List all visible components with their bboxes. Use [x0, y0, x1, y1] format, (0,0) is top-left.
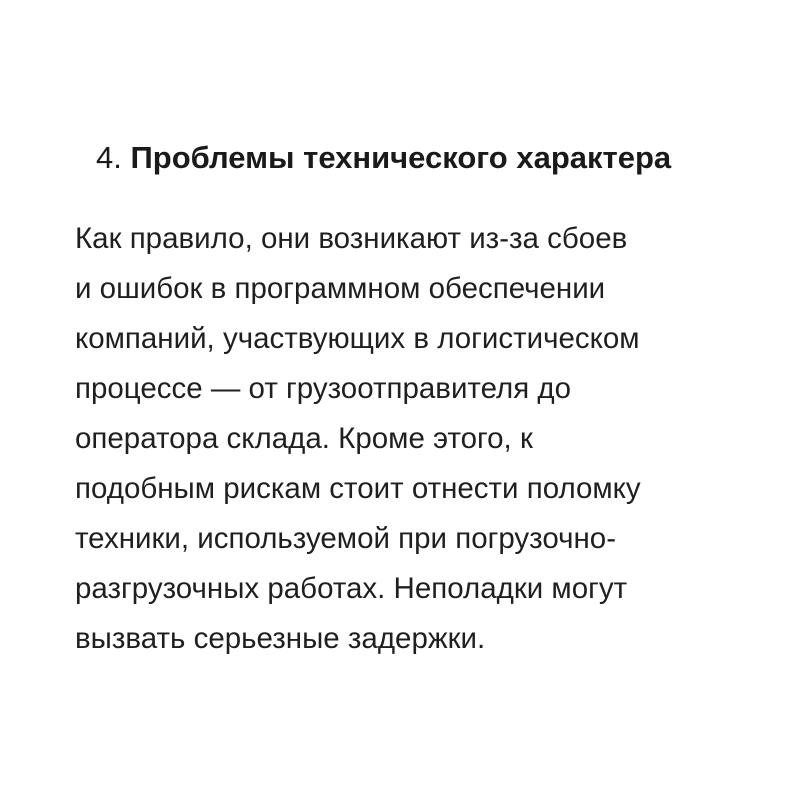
paragraph-line: техники, используемой при погрузочно-: [75, 522, 617, 555]
paragraph-line: вызвать серьезные задержки.: [75, 622, 486, 655]
section-heading: [96, 138, 736, 178]
paragraph-line: и ошибок в программном обеспечении: [75, 272, 606, 305]
section-number: 4.: [96, 140, 122, 175]
paragraph-line: Как правило, они возникают из-за сбоев: [75, 222, 628, 255]
paragraph-line: процессе — от грузоотправителя до: [75, 372, 572, 405]
paragraph-line: оператора склада. Кроме этого, к: [75, 422, 533, 455]
section-paragraph: [75, 214, 755, 664]
paragraph-line: разгрузочных работах. Неполадки могут: [75, 572, 628, 605]
paragraph-line: подобным рискам стоит отнести поломку: [75, 472, 641, 505]
section-title: Проблемы технического характера: [130, 140, 672, 175]
paragraph-line: компаний, участвующих в логистическом: [75, 322, 640, 355]
